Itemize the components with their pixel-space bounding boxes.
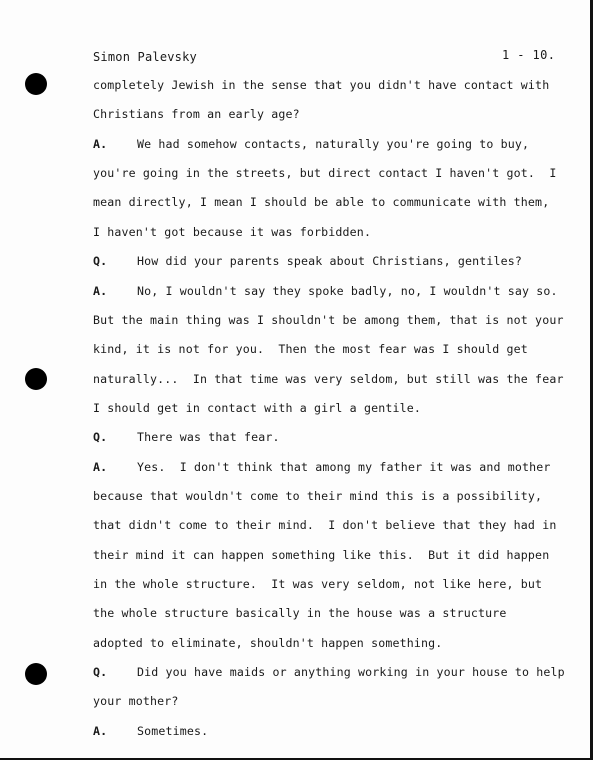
transcript-line (93, 137, 529, 151)
line-text: mean directly, I mean I should be able to communicate with them, (93, 195, 550, 210)
line-text: in the whole structure. It was very seldom, not like here, but (93, 577, 543, 591)
line-text: How did your parents speak about Christians, gentiles? (137, 254, 523, 269)
transcript-line (93, 401, 421, 415)
transcript-line (93, 78, 549, 92)
transcript-line (93, 195, 549, 209)
transcript-line (93, 254, 522, 268)
punch-hole-bottom (25, 663, 47, 685)
line-text: naturally... In that time was very seldom, but still was the fear (93, 371, 564, 386)
transcript-line (93, 313, 564, 327)
speaker-label: A. (93, 283, 108, 298)
line-text: Did you have maids or anything working in your house to help (137, 665, 565, 679)
transcript-line (93, 460, 551, 474)
speaker-label: Q. (93, 665, 108, 679)
transcript-line (93, 518, 556, 532)
transcript-line (93, 284, 558, 298)
transcript-line (93, 665, 565, 679)
line-text: We had somehow contacts, naturally you're going to buy, (137, 136, 530, 151)
page-number: 1 - 10. (502, 48, 556, 62)
interviewee-name: Simon Palevsky (93, 50, 197, 64)
line-text: Sometimes. (137, 723, 209, 738)
transcript-line (93, 724, 208, 738)
line-text: I should get in contact with a girl a gentile. (93, 400, 421, 415)
transcript-line (93, 694, 179, 708)
punch-hole-middle (25, 368, 47, 390)
speaker-label: A. (93, 723, 108, 738)
line-text: because that wouldn't come to their mind this is a possibility, (93, 488, 543, 503)
speaker-label: A. (93, 459, 108, 474)
transcript-line (93, 636, 442, 650)
speaker-label: Q. (93, 430, 108, 445)
line-text: I haven't got because it was forbidden. (93, 224, 372, 239)
transcript-line (93, 372, 564, 386)
transcript-line (93, 577, 542, 591)
line-text: the whole structure basically in the house was a structure (93, 606, 507, 621)
line-text: completely Jewish in the sense that you didn't have contact with (93, 78, 550, 92)
transcript-line (93, 548, 549, 562)
line-text: kind, it is not for you. Then the most fear was I should get (93, 342, 528, 357)
line-text: Yes. I don't think that among my father it was and mother (137, 459, 551, 474)
speaker-label: Q. (93, 254, 108, 269)
line-text: your mother? (93, 694, 179, 709)
line-text: their mind it can happen something like this. But it did happen (93, 547, 550, 562)
punch-hole-top (25, 73, 47, 95)
line-text: But the main thing was I shouldn't be among them, that is not your (93, 312, 564, 327)
line-text: No, I wouldn't say they spoke badly, no, I wouldn't say so. (137, 283, 558, 298)
transcript-line (93, 342, 528, 356)
transcript-line (93, 489, 542, 503)
speaker-label: A. (93, 136, 108, 151)
line-text: you're going in the streets, but direct contact I haven't got. I (93, 166, 557, 181)
transcript-line (93, 166, 556, 180)
line-text: that didn't come to their mind. I don't believe that they had in (93, 518, 557, 533)
transcript-line (93, 606, 507, 620)
transcript-line (93, 225, 371, 239)
transcript-line (93, 107, 300, 121)
line-text: Christians from an early age? (93, 107, 300, 122)
line-text: adopted to eliminate, shouldn't happen something. (93, 635, 443, 650)
transcript-line (93, 430, 280, 444)
line-text: There was that fear. (137, 430, 280, 445)
